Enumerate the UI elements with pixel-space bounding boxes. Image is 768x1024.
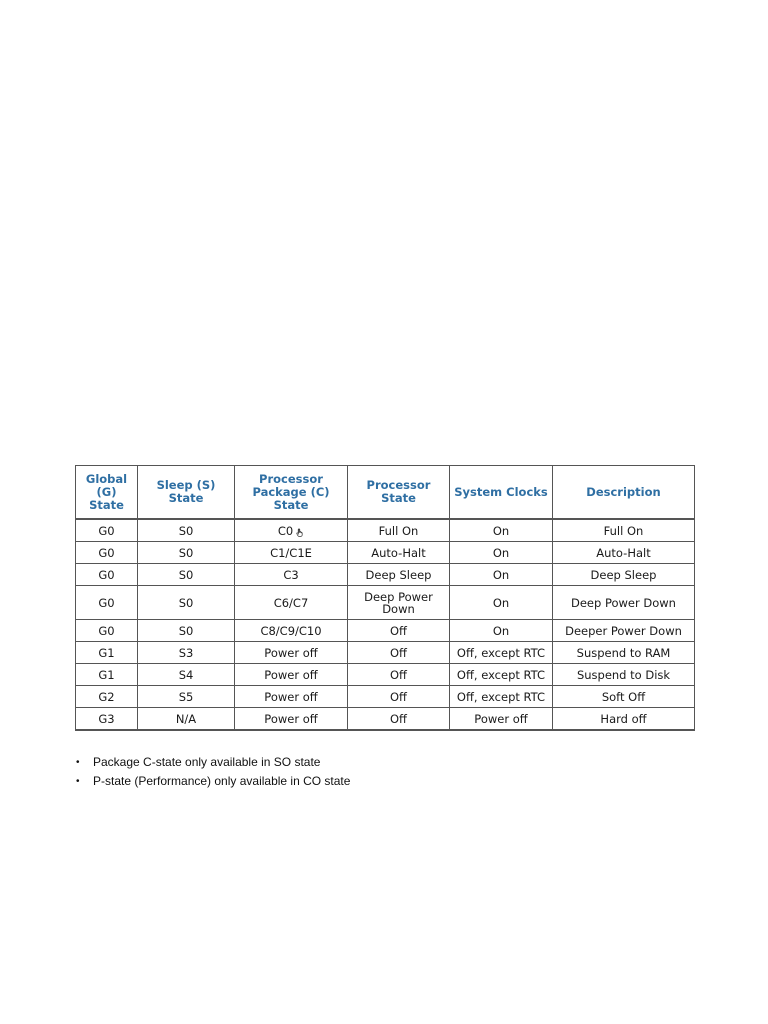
header-package-state: Processor Package (C) State	[235, 466, 348, 520]
cell-description: Hard off	[553, 708, 695, 731]
cell-system-clocks: On	[450, 519, 553, 542]
cell-sleep-state: S5	[138, 686, 235, 708]
cell-sleep-state: S0	[138, 620, 235, 642]
cell-package-state: C3	[235, 564, 348, 586]
cell-description: Deeper Power Down	[553, 620, 695, 642]
cell-sleep-state: S4	[138, 664, 235, 686]
cell-processor-state: Auto-Halt	[348, 542, 450, 564]
list-item	[76, 753, 350, 772]
header-system-clocks: System Clocks	[450, 466, 553, 520]
cell-sleep-state: S0	[138, 564, 235, 586]
cell-package-state: Power off	[235, 642, 348, 664]
cell-sleep-state: S0	[138, 586, 235, 620]
power-states-table	[75, 465, 695, 731]
cell-sleep-state: N/A	[138, 708, 235, 731]
cell-system-clocks: On	[450, 586, 553, 620]
cell-sleep-state: S0	[138, 542, 235, 564]
cell-processor-state: Off	[348, 708, 450, 731]
cell-processor-state: Off	[348, 620, 450, 642]
cell-package-state: C6/C7	[235, 586, 348, 620]
cell-global-state: G0	[76, 586, 138, 620]
list-item	[76, 772, 350, 791]
bullet-icon: •	[76, 757, 80, 768]
cell-processor-state: Off	[348, 664, 450, 686]
table-row	[76, 708, 695, 731]
note-text: P-state (Performance) only available in CO state	[93, 774, 351, 788]
cell-processor-state: Deep Sleep	[348, 564, 450, 586]
note-text: Package C-state only available in SO state	[93, 755, 321, 769]
header-global-state: Global (G) State	[76, 466, 138, 520]
cell-global-state: G1	[76, 642, 138, 664]
cell-description: Suspend to RAM	[553, 642, 695, 664]
cell-package-state: Power off	[235, 708, 348, 731]
cell-system-clocks: Off, except RTC	[450, 686, 553, 708]
notes-list	[76, 753, 350, 791]
header-sleep-state: Sleep (S) State	[138, 466, 235, 520]
cell-system-clocks: Off, except RTC	[450, 664, 553, 686]
cell-description: Auto-Halt	[553, 542, 695, 564]
table-row	[76, 642, 695, 664]
cell-package-state: Power off	[235, 686, 348, 708]
cell-package-state: Power off	[235, 664, 348, 686]
cell-system-clocks: Off, except RTC	[450, 642, 553, 664]
bullet-icon: •	[76, 776, 80, 787]
table-row	[76, 542, 695, 564]
cell-system-clocks: On	[450, 542, 553, 564]
cell-package-state: C8/C9/C10	[235, 620, 348, 642]
table-row	[76, 519, 695, 542]
cell-global-state: G3	[76, 708, 138, 731]
cell-description: Soft Off	[553, 686, 695, 708]
cell-global-state: G0	[76, 620, 138, 642]
cell-processor-state: Deep Power Down	[348, 586, 450, 620]
table-row	[76, 664, 695, 686]
cell-global-state: G2	[76, 686, 138, 708]
hand-pointer-icon	[296, 527, 304, 536]
table-row	[76, 686, 695, 708]
cell-processor-state: Full On	[348, 519, 450, 542]
cell-description: Full On	[553, 519, 695, 542]
cell-description: Deep Sleep	[553, 564, 695, 586]
cell-package-state: C0	[235, 519, 348, 542]
header-processor-state: Processor State	[348, 466, 450, 520]
table-row	[76, 564, 695, 586]
cell-global-state: G1	[76, 664, 138, 686]
header-description: Description	[553, 466, 695, 520]
cell-global-state: G0	[76, 542, 138, 564]
table-row	[76, 586, 695, 620]
power-states-table-container	[75, 465, 694, 731]
cell-system-clocks: Power off	[450, 708, 553, 731]
cell-system-clocks: On	[450, 564, 553, 586]
table-header-row	[76, 466, 695, 520]
cell-package-state: C1/C1E	[235, 542, 348, 564]
cell-system-clocks: On	[450, 620, 553, 642]
cell-processor-state: Off	[348, 686, 450, 708]
cell-processor-state: Off	[348, 642, 450, 664]
table-row	[76, 620, 695, 642]
cell-global-state: G0	[76, 564, 138, 586]
cell-description: Suspend to Disk	[553, 664, 695, 686]
cell-global-state: G0	[76, 519, 138, 542]
cell-sleep-state: S0	[138, 519, 235, 542]
cell-sleep-state: S3	[138, 642, 235, 664]
cell-description: Deep Power Down	[553, 586, 695, 620]
